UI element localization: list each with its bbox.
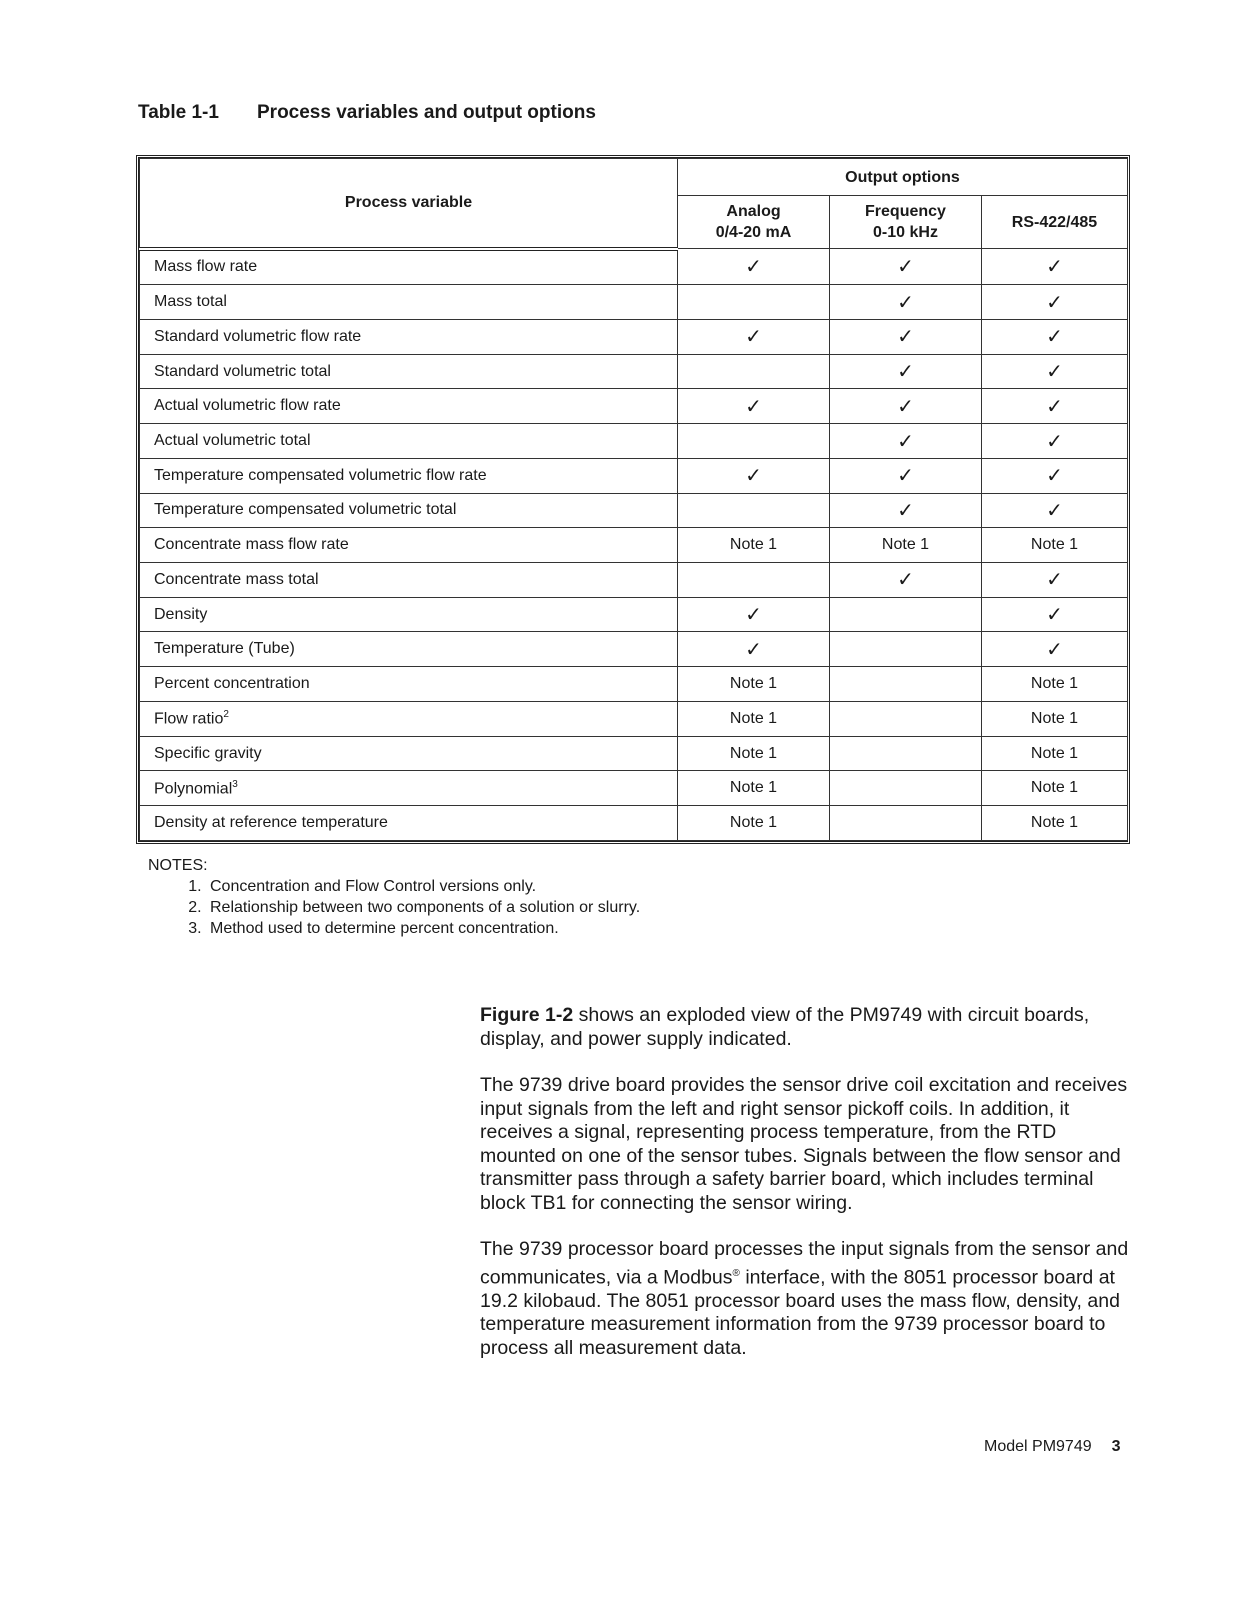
footer-model: Model PM9749	[984, 1438, 1092, 1455]
checkmark-icon: ✓	[897, 465, 914, 488]
checkmark-icon: ✓	[745, 326, 762, 349]
process-variable-cell: Flow ratio$^2$	[140, 701, 678, 736]
checkmark-icon: ✓	[897, 395, 914, 418]
table-row	[140, 667, 1128, 702]
analog-cell	[678, 458, 830, 493]
notes-list	[148, 876, 640, 939]
checkmark-icon: ✓	[1046, 256, 1063, 279]
process-variable-cell: Mass total	[140, 285, 678, 320]
note-item: 3. Method used to determine percent concentration.	[206, 918, 640, 939]
frequency-cell	[830, 806, 982, 841]
frequency-cell	[830, 354, 982, 389]
table-row	[140, 632, 1128, 667]
rs-cell	[982, 563, 1128, 598]
frequency-cell	[830, 320, 982, 355]
table-title	[138, 102, 596, 124]
checkmark-icon: ✓	[897, 256, 914, 279]
rs-cell	[982, 285, 1128, 320]
rs-cell: Note 1	[982, 667, 1128, 702]
frequency-cell: Note 1	[830, 528, 982, 563]
process-variable-cell: Density	[140, 597, 678, 632]
rs-cell	[982, 493, 1128, 528]
checkmark-icon: ✓	[1046, 465, 1063, 488]
table-row	[140, 701, 1128, 736]
header-analog: Analog 0/4-20 mA	[678, 196, 830, 249]
analog-cell	[678, 424, 830, 459]
checkmark-icon: ✓	[897, 430, 914, 453]
checkmark-icon: ✓	[745, 638, 762, 661]
paragraph-1: Figure 1-2 shows an exploded view of the PM9749 with circuit boards, display, and power supply indicated.	[480, 1004, 1090, 1050]
process-variable-cell: Standard volumetric total	[140, 354, 678, 389]
checkmark-icon: ✓	[1046, 499, 1063, 522]
process-variable-cell: Specific gravity	[140, 736, 678, 771]
body-text	[480, 1004, 1130, 1383]
header-frequency: Frequency 0-10 kHz	[830, 196, 982, 249]
frequency-cell	[830, 736, 982, 771]
note-item: 1. Concentration and Flow Control versions only.	[206, 876, 640, 897]
rs-cell	[982, 458, 1128, 493]
analog-cell	[678, 597, 830, 632]
process-variable-cell: Density at reference temperature	[140, 806, 678, 841]
rs-cell	[982, 597, 1128, 632]
table-row	[140, 424, 1128, 459]
table-row	[140, 285, 1128, 320]
checkmark-icon: ✓	[745, 604, 762, 627]
checkmark-icon: ✓	[745, 395, 762, 418]
notes	[148, 855, 640, 939]
process-variable-cell: Standard volumetric flow rate	[140, 320, 678, 355]
analog-cell	[678, 493, 830, 528]
frequency-cell	[830, 285, 982, 320]
checkmark-icon: ✓	[897, 361, 914, 384]
analog-cell: Note 1	[678, 736, 830, 771]
frequency-cell	[830, 563, 982, 598]
checkmark-icon: ✓	[897, 326, 914, 349]
process-variable-cell: Mass flow rate	[140, 249, 678, 285]
checkmark-icon: ✓	[1046, 326, 1063, 349]
analog-cell	[678, 354, 830, 389]
checkmark-icon: ✓	[1046, 638, 1063, 661]
checkmark-icon: ✓	[745, 465, 762, 488]
table-row	[140, 354, 1128, 389]
process-variable-cell: Temperature (Tube)	[140, 632, 678, 667]
checkmark-icon: ✓	[897, 291, 914, 314]
frequency-cell	[830, 424, 982, 459]
table-row	[140, 458, 1128, 493]
notes-heading: NOTES:	[148, 857, 208, 874]
analog-cell: Note 1	[678, 701, 830, 736]
table-row	[140, 528, 1128, 563]
analog-cell	[678, 249, 830, 285]
analog-cell: Note 1	[678, 528, 830, 563]
paragraph-3: The 9739 processor board processes the input signals from the sensor and communicates, via a Modbus® interface, with the 8051 processor board at 19.2 kilobaud. The 8051 processor board uses the mass flow, density, and temperature measurement information from the 9739 processor board to process all measurement data.	[480, 1238, 1129, 1359]
page-number: 3	[1111, 1438, 1121, 1455]
checkmark-icon: ✓	[1046, 395, 1063, 418]
process-variable-cell: Temperature compensated volumetric flow rate	[140, 458, 678, 493]
frequency-cell	[830, 597, 982, 632]
table-row	[140, 493, 1128, 528]
header-rs422: RS-422/485	[982, 196, 1128, 249]
checkmark-icon: ✓	[1046, 291, 1063, 314]
frequency-cell	[830, 458, 982, 493]
frequency-cell	[830, 667, 982, 702]
process-variable-cell: Concentrate mass flow rate	[140, 528, 678, 563]
figure-reference: Figure 1-2	[480, 1004, 574, 1026]
rs-cell: Note 1	[982, 701, 1128, 736]
analog-cell: Note 1	[678, 667, 830, 702]
table-row	[140, 597, 1128, 632]
rs-cell: Note 1	[982, 771, 1128, 806]
paragraph-2: The 9739 drive board provides the sensor drive coil excitation and receives input signals from the left and right sensor pickoff coils. In addition, it receives a signal, representing process temperature, from the RTD mounted on one of the sensor tubes. Signals between the flow sensor and transmitter pass through a safety barrier board, which includes terminal block TB1 for connecting the sensor wiring.	[480, 1074, 1128, 1214]
rs-cell	[982, 389, 1128, 424]
table-row	[140, 736, 1128, 771]
checkmark-icon: ✓	[1046, 430, 1063, 453]
analog-cell	[678, 389, 830, 424]
process-variable-cell: Actual volumetric flow rate	[140, 389, 678, 424]
process-variables-table	[136, 155, 1130, 844]
table-number: Table 1-1	[138, 102, 219, 123]
header-output-options: Output options	[678, 159, 1128, 196]
rs-cell: Note 1	[982, 736, 1128, 771]
header-process-variable: Process variable	[140, 159, 678, 249]
frequency-cell	[830, 389, 982, 424]
rs-cell	[982, 354, 1128, 389]
table-row	[140, 806, 1128, 841]
table-row	[140, 771, 1128, 806]
table-row	[140, 389, 1128, 424]
checkmark-icon: ✓	[897, 499, 914, 522]
analog-cell	[678, 320, 830, 355]
table-row	[140, 320, 1128, 355]
rs-cell	[982, 632, 1128, 667]
process-variable-cell: Percent concentration	[140, 667, 678, 702]
rs-cell	[982, 320, 1128, 355]
checkmark-icon: ✓	[1046, 569, 1063, 592]
frequency-cell	[830, 771, 982, 806]
table-row	[140, 563, 1128, 598]
analog-cell: Note 1	[678, 771, 830, 806]
frequency-cell	[830, 701, 982, 736]
note-item: 2. Relationship between two components of a solution or slurry.	[206, 897, 640, 918]
analog-cell: Note 1	[678, 806, 830, 841]
analog-cell	[678, 563, 830, 598]
process-variable-cell: Polynomial$^3$	[140, 771, 678, 806]
table-row	[140, 249, 1128, 285]
checkmark-icon: ✓	[745, 256, 762, 279]
process-variable-cell: Temperature compensated volumetric total	[140, 493, 678, 528]
process-variable-cell: Actual volumetric total	[140, 424, 678, 459]
checkmark-icon: ✓	[1046, 361, 1063, 384]
frequency-cell	[830, 632, 982, 667]
checkmark-icon: ✓	[897, 569, 914, 592]
checkmark-icon: ✓	[1046, 604, 1063, 627]
process-variable-cell: Concentrate mass total	[140, 563, 678, 598]
rs-cell	[982, 249, 1128, 285]
analog-cell	[678, 285, 830, 320]
rs-cell: Note 1	[982, 528, 1128, 563]
frequency-cell	[830, 249, 982, 285]
table-caption: Process variables and output options	[257, 102, 596, 123]
rs-cell	[982, 424, 1128, 459]
rs-cell: Note 1	[982, 806, 1128, 841]
analog-cell	[678, 632, 830, 667]
frequency-cell	[830, 493, 982, 528]
page-footer	[984, 1438, 1121, 1456]
